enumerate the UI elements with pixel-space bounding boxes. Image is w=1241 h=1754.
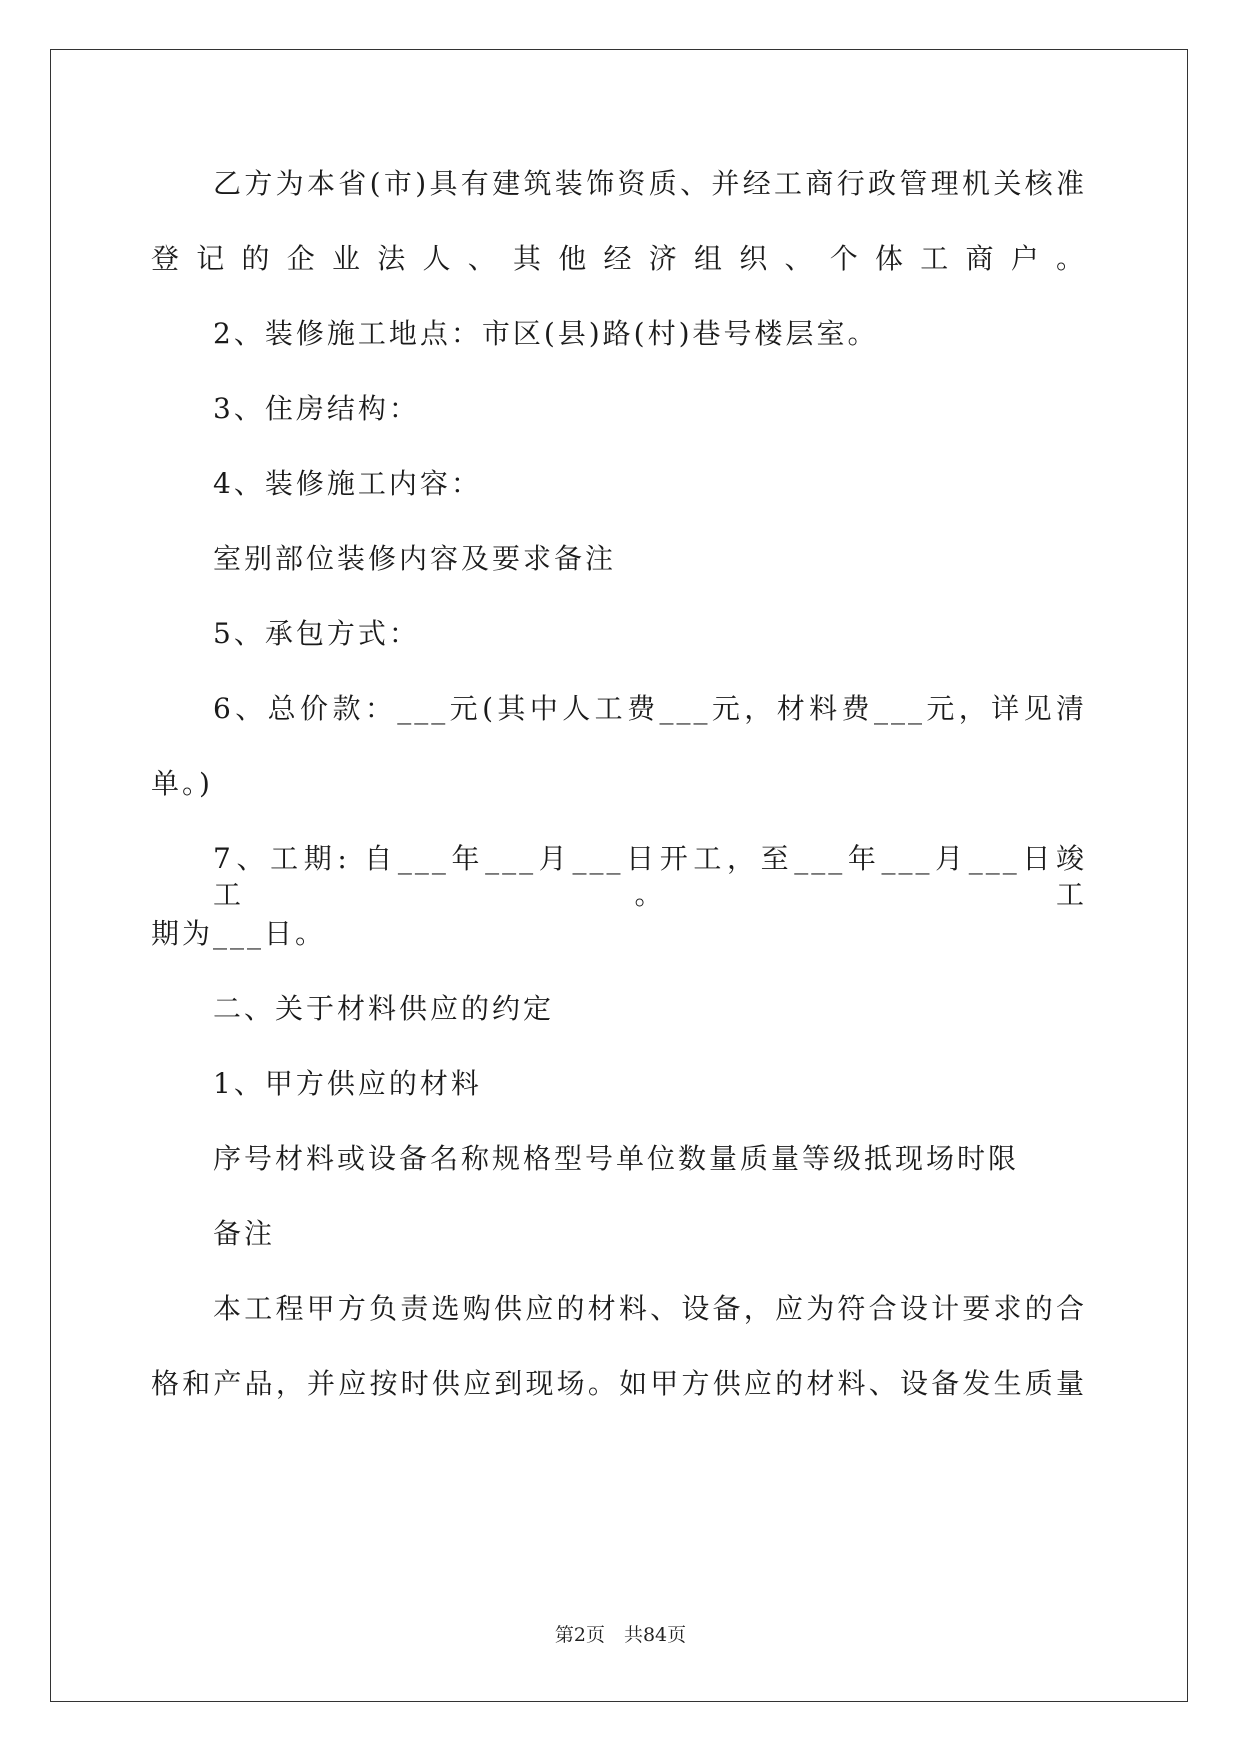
page-number-footer: 第2页 共84页 <box>554 1624 687 1646</box>
paragraph-line: 室别部位装修内容及要求备注 <box>213 542 617 575</box>
paragraph-line: 4、装修施工内容： <box>213 467 482 500</box>
paragraph-line: 单。) <box>151 767 213 800</box>
paragraph-line: 登记的企业法人、其他经济组织、个体工商户。 <box>151 242 1087 275</box>
paragraph-line: 7、工期: 自___年___月___日开工，至___年___月___日竣工。工 <box>213 842 1087 911</box>
paragraph-line: 3、住房结构： <box>213 392 420 425</box>
paragraph-line: 格和产品，并应按时供应到现场。如甲方供应的材料、设备发生质量 <box>151 1367 1087 1400</box>
paragraph-line: 期为___日。 <box>151 917 327 950</box>
paragraph-line: 乙方为本省(市)具有建筑装饰资质、并经工商行政管理机关核准 <box>213 167 1087 200</box>
paragraph-line: 序号材料或设备名称规格型号单位数量质量等级抵现场时限 <box>213 1142 1020 1175</box>
paragraph-line: 本工程甲方负责选购供应的材料、设备，应为符合设计要求的合 <box>213 1292 1087 1325</box>
section-heading: 二、关于材料供应的约定 <box>213 992 555 1025</box>
paragraph-line: 备注 <box>213 1217 276 1250</box>
paragraph-line: 2、装修施工地点：市区(县)路(村)巷号楼层室。 <box>213 317 879 350</box>
paragraph-line: 6、总价款：___元(其中人工费___元，材料费___元，详见清 <box>213 692 1087 725</box>
paragraph-line: 1、甲方供应的材料 <box>213 1067 482 1100</box>
paragraph-line: 5、承包方式： <box>213 617 420 650</box>
